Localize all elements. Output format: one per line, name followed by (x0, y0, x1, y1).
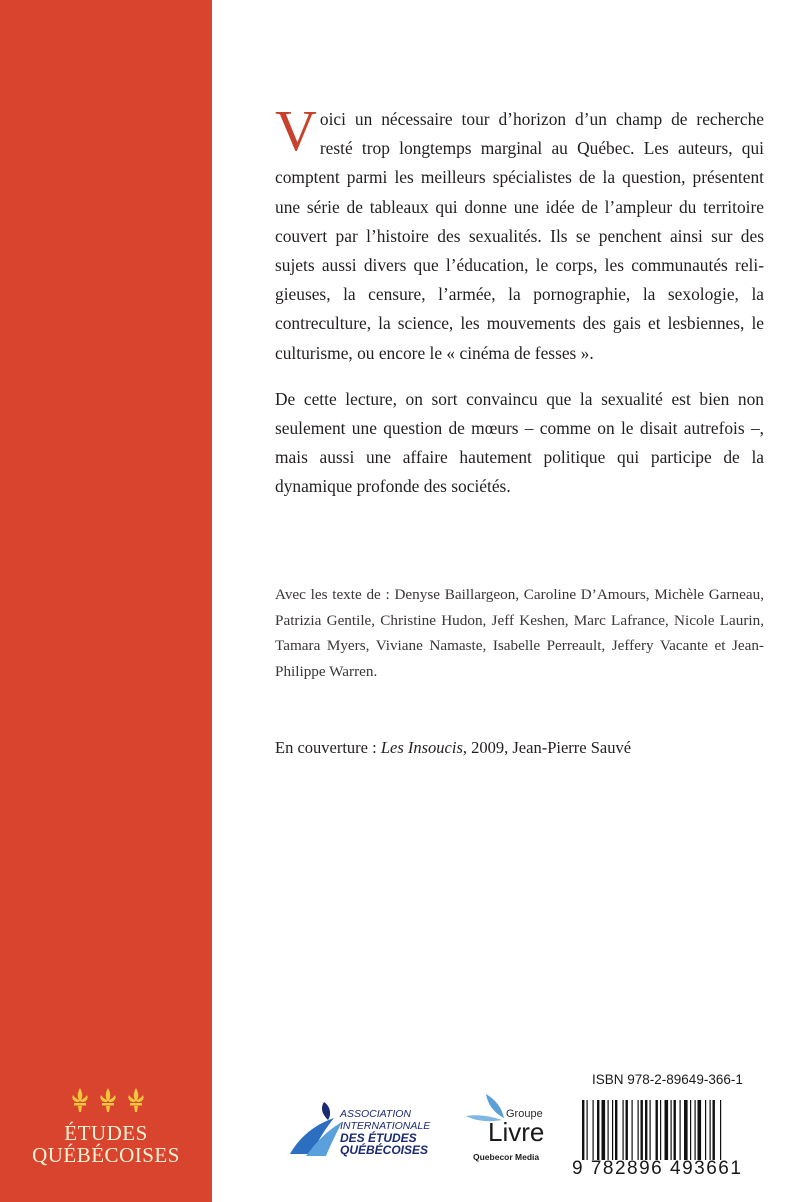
bird-wing-icon (486, 1094, 504, 1118)
cover-credit-prefix: En couverture : (275, 738, 381, 757)
blurb-paragraph-1 (275, 98, 764, 368)
barcode-bar (582, 1100, 584, 1160)
barcode (580, 1100, 770, 1160)
cover-credit-suffix: , 2009, Jean-Pierre Sauvé (462, 738, 632, 757)
barcode-bar (597, 1100, 599, 1160)
fleur-de-lis-icon (100, 1088, 115, 1112)
fleur-de-lis-icon (72, 1088, 87, 1112)
barcode-bar (626, 1100, 628, 1160)
barcode-bar (698, 1100, 702, 1160)
barcode-bar (665, 1100, 669, 1160)
barcode-bar (710, 1100, 711, 1160)
back-cover-blurb (275, 98, 764, 502)
red-spine-band (0, 0, 212, 1202)
barcode-bar (695, 1100, 696, 1160)
barcode-bar (656, 1100, 658, 1160)
aieq-line2: INTERNATIONALE (340, 1120, 431, 1132)
blurb-paragraph-1-text: oici un nécessaire tour d’horizon d’un champ de recherche resté trop longtemps marginal au Québec. Les auteurs, qui comptent parmi les meilleurs spécialistes de la question, présentent une série de tableaux qui donne une idée de l’ampleur du territoire couvert par l’histoire des sexualités. Ils se penchent ainsi sur des sujets aussi divers que l’éducation, le corps, les communautés religieuses, la censure, l’armée, la pornographie, la sexologie, la contreculture, la science, les mouvements des gais et lesbiennes, le culturisme, ou encore le « cinéma de fesses ». (275, 109, 764, 363)
barcode-bar (645, 1100, 647, 1160)
contributors-list (275, 582, 764, 684)
fleur-de-lis-icon (128, 1088, 143, 1112)
barcode-bar (641, 1100, 643, 1160)
barcode-digits: 9 782896 493661 (572, 1158, 743, 1179)
barcode-bar (638, 1100, 639, 1160)
barcode-bar (602, 1100, 606, 1160)
aieq-logo-text (340, 1108, 430, 1156)
barcode-bar (608, 1100, 609, 1160)
series-logo-line2: QUÉBÉCOISES (32, 1143, 180, 1167)
barcode-bar (684, 1100, 688, 1160)
barcode-bar (660, 1100, 661, 1160)
barcode-bar (612, 1100, 613, 1160)
blurb-paragraph-2: De cette lecture, on sort convaincu que la sexualité est bien non seulement une question de mœurs – comme on le disait autrefois –, mais aussi une affaire hautement politique qui participe de la dynamique profonde des sociétés. (275, 388, 764, 497)
barcode-bar (650, 1100, 651, 1160)
series-logo (0, 1122, 212, 1166)
aieq-line3: DES ÉTUDES (340, 1131, 417, 1145)
livre-label: Livre (488, 1117, 545, 1147)
barcode-bar (713, 1100, 715, 1160)
barcode-bar (623, 1100, 624, 1160)
barcode-bar (593, 1100, 594, 1160)
barcode-bar (690, 1100, 691, 1160)
quebecor-media-label: Quebecor Media (473, 1152, 540, 1162)
isbn-number: ISBN 978-2-89649-366-1 (592, 1072, 743, 1087)
barcode-bar (680, 1100, 681, 1160)
barcode-bar (671, 1100, 672, 1160)
contributors-text: Avec les texte de : Denyse Baillargeon, Caroline D’Amours, Michèle Garneau, Patrizia Gentile, Christine Hudon, Jeff Keshen, Marc Lafrance, Nicole Laurin, Tamara Myers, Viviane Namaste, Isabelle Perreault, Jeffery Vacante et Jean-Philippe Warren. (275, 586, 764, 680)
cover-artwork-title: Les Insoucis (380, 738, 463, 757)
barcode-bar (705, 1100, 706, 1160)
aieq-line4: QUÉBÉCOISES (340, 1143, 429, 1157)
series-logo-line1: ÉTUDES (64, 1121, 148, 1145)
drop-cap: V (275, 98, 317, 163)
fleur-de-lis-icons (68, 1086, 148, 1116)
barcode-bar (632, 1100, 633, 1160)
barcode-bar (720, 1100, 721, 1160)
aieq-line1: ASSOCIATION (340, 1108, 411, 1120)
groupe-label: Groupe (506, 1108, 543, 1120)
barcode-bar (615, 1100, 617, 1160)
cover-credit (275, 736, 631, 760)
barcode-bar (587, 1100, 588, 1160)
barcode-bar (674, 1100, 676, 1160)
